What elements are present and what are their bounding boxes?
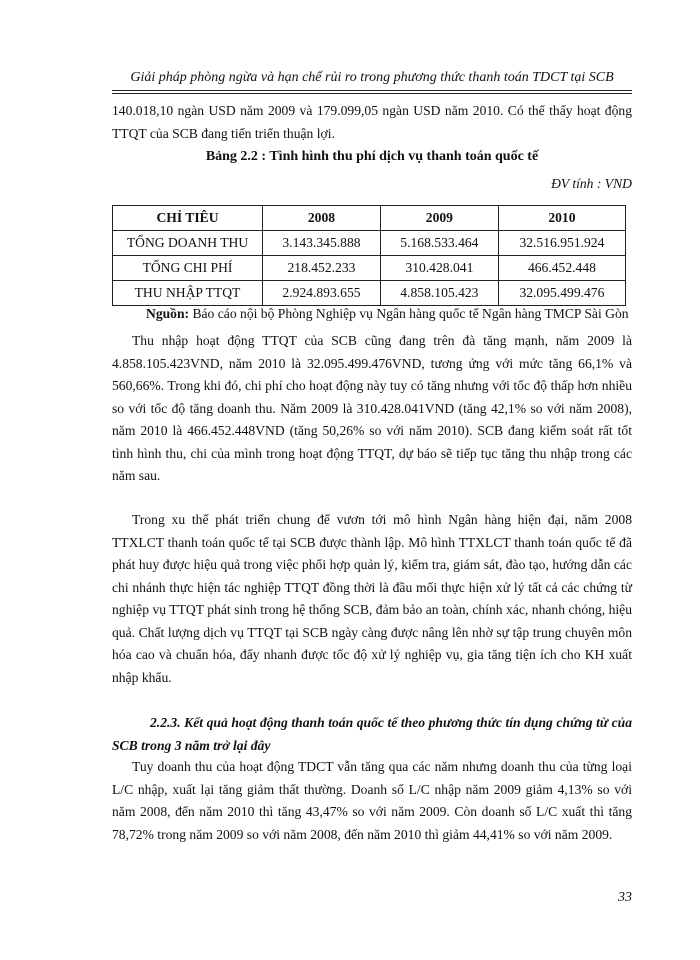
table-cell: 5.168.533.464 xyxy=(380,231,498,256)
table-cell: TỔNG CHI PHÍ xyxy=(113,256,263,281)
running-header: Giải pháp phòng ngừa và hạn chế rủi ro trong phương thức thanh toán TDCT tại SCB xyxy=(130,70,614,85)
table-cell: 32.516.951.924 xyxy=(498,231,625,256)
source-text: Báo cáo nội bộ Phòng Nghiệp vụ Ngân hàng quốc tế Ngân hàng TMCP Sài Gòn xyxy=(189,306,629,321)
table-title: Bảng 2.2 : Tình hình thu phí dịch vụ thanh toán quốc tế xyxy=(205,149,539,164)
page-number: 33 xyxy=(618,890,632,905)
table-row xyxy=(113,256,626,281)
paragraph-income: Thu nhập hoạt động TTQT của SCB cũng đang trên đà tăng mạnh, năm 2009 là 4.858.105.423VND, năm 2010 là 32.095.499.476VND, tương ứng với mức tăng 66,1% và 560,66%. Trong khi đó, chi phí cho hoạt động này tuy có tăng nhưng với tốc độ thấp hơn nhiều so với tốc độ tăng doanh thu. Năm 2009 là 310.428.041VND (tăng 42,1% so với năm 2008), năm 2010 là 466.452.448VND (tăng 50,26% so với năm 2010). SCB đang kiểm soát rất tốt tình hình thu, chi của mình trong hoạt động TTQT, dự báo sẽ tiếp tục tăng thu nhập trong các năm sau. xyxy=(112,333,632,483)
table-cell: TỔNG DOANH THU xyxy=(113,231,263,256)
paragraph-lc: Tuy doanh thu của hoạt động TDCT vẫn tăng qua các năm nhưng doanh thu của từng loại L/C nhập, xuất lại tăng giảm thất thường. Doanh số L/C nhập năm 2009 giảm 4,13% so với năm 2008, đến năm 2010 thì tăng 43,47% so với năm 2009. Còn doanh số L/C xuất thì tăng 78,72% trong năm 2009 so với năm 2008, đến năm 2010 thì giảm 44,41% so với năm 2009. xyxy=(112,759,632,842)
header-rule xyxy=(112,90,632,94)
table-header-cell: CHỈ TIÊU xyxy=(113,206,263,231)
intro-paragraph: 140.018,10 ngàn USD năm 2009 và 179.099,05 ngàn USD năm 2010. Có thể thấy hoạt động TTQT của SCB đang tiến triển thuận lợi. xyxy=(112,103,632,141)
table-cell: 466.452.448 xyxy=(498,256,625,281)
table-cell: 218.452.233 xyxy=(263,256,381,281)
revenue-table xyxy=(112,205,626,306)
table-header-cell: 2010 xyxy=(498,206,625,231)
table-header-row xyxy=(113,206,626,231)
source-label: Nguồn: xyxy=(146,306,190,321)
table-row xyxy=(113,231,626,256)
table-unit: ĐV tính : VND xyxy=(551,176,632,191)
table-cell: 2.924.893.655 xyxy=(263,281,381,306)
paragraph-center: Trong xu thế phát triển chung để vươn tới mô hình Ngân hàng hiện đại, năm 2008 TTXLCT thanh toán quốc tế tại SCB được thành lập. Mô hình TTXLCT thanh toán quốc tế đã phát huy được hiệu quả trong việc phối hợp quản lý, kiểm tra, giám sát, đào tạo, hướng dẫn các chi nhánh thực hiện tác nghiệp TTQT đồng thời là đầu mối thực hiện xử lý tất cả các chứng từ nghiệp vụ TTQT phát sinh trong hệ thống SCB, đảm bảo an toàn, chính xác, nhanh chóng, hiệu quả. Chất lượng dịch vụ TTQT tại SCB ngày càng được nâng lên nhờ sự tập trung chuyên môn hóa cao và chuẩn hóa, đẩy nhanh được tốc độ xử lý nghiệp vụ, gia tăng tiện ích cho KH xuất nhập khẩu. xyxy=(112,512,632,685)
table-cell: 4.858.105.423 xyxy=(380,281,498,306)
table-cell: 32.095.499.476 xyxy=(498,281,625,306)
table-cell: 3.143.345.888 xyxy=(263,231,381,256)
table-row xyxy=(113,281,626,306)
table-header-cell: 2008 xyxy=(263,206,381,231)
table-source xyxy=(112,306,632,322)
table-cell: 310.428.041 xyxy=(380,256,498,281)
table-cell: THU NHẬP TTQT xyxy=(113,281,263,306)
section-heading: 2.2.3. Kết quả hoạt động thanh toán quốc tế theo phương thức tín dụng chứng từ của SCB trong 3 năm trở lại đây xyxy=(112,715,632,753)
table-header-cell: 2009 xyxy=(380,206,498,231)
